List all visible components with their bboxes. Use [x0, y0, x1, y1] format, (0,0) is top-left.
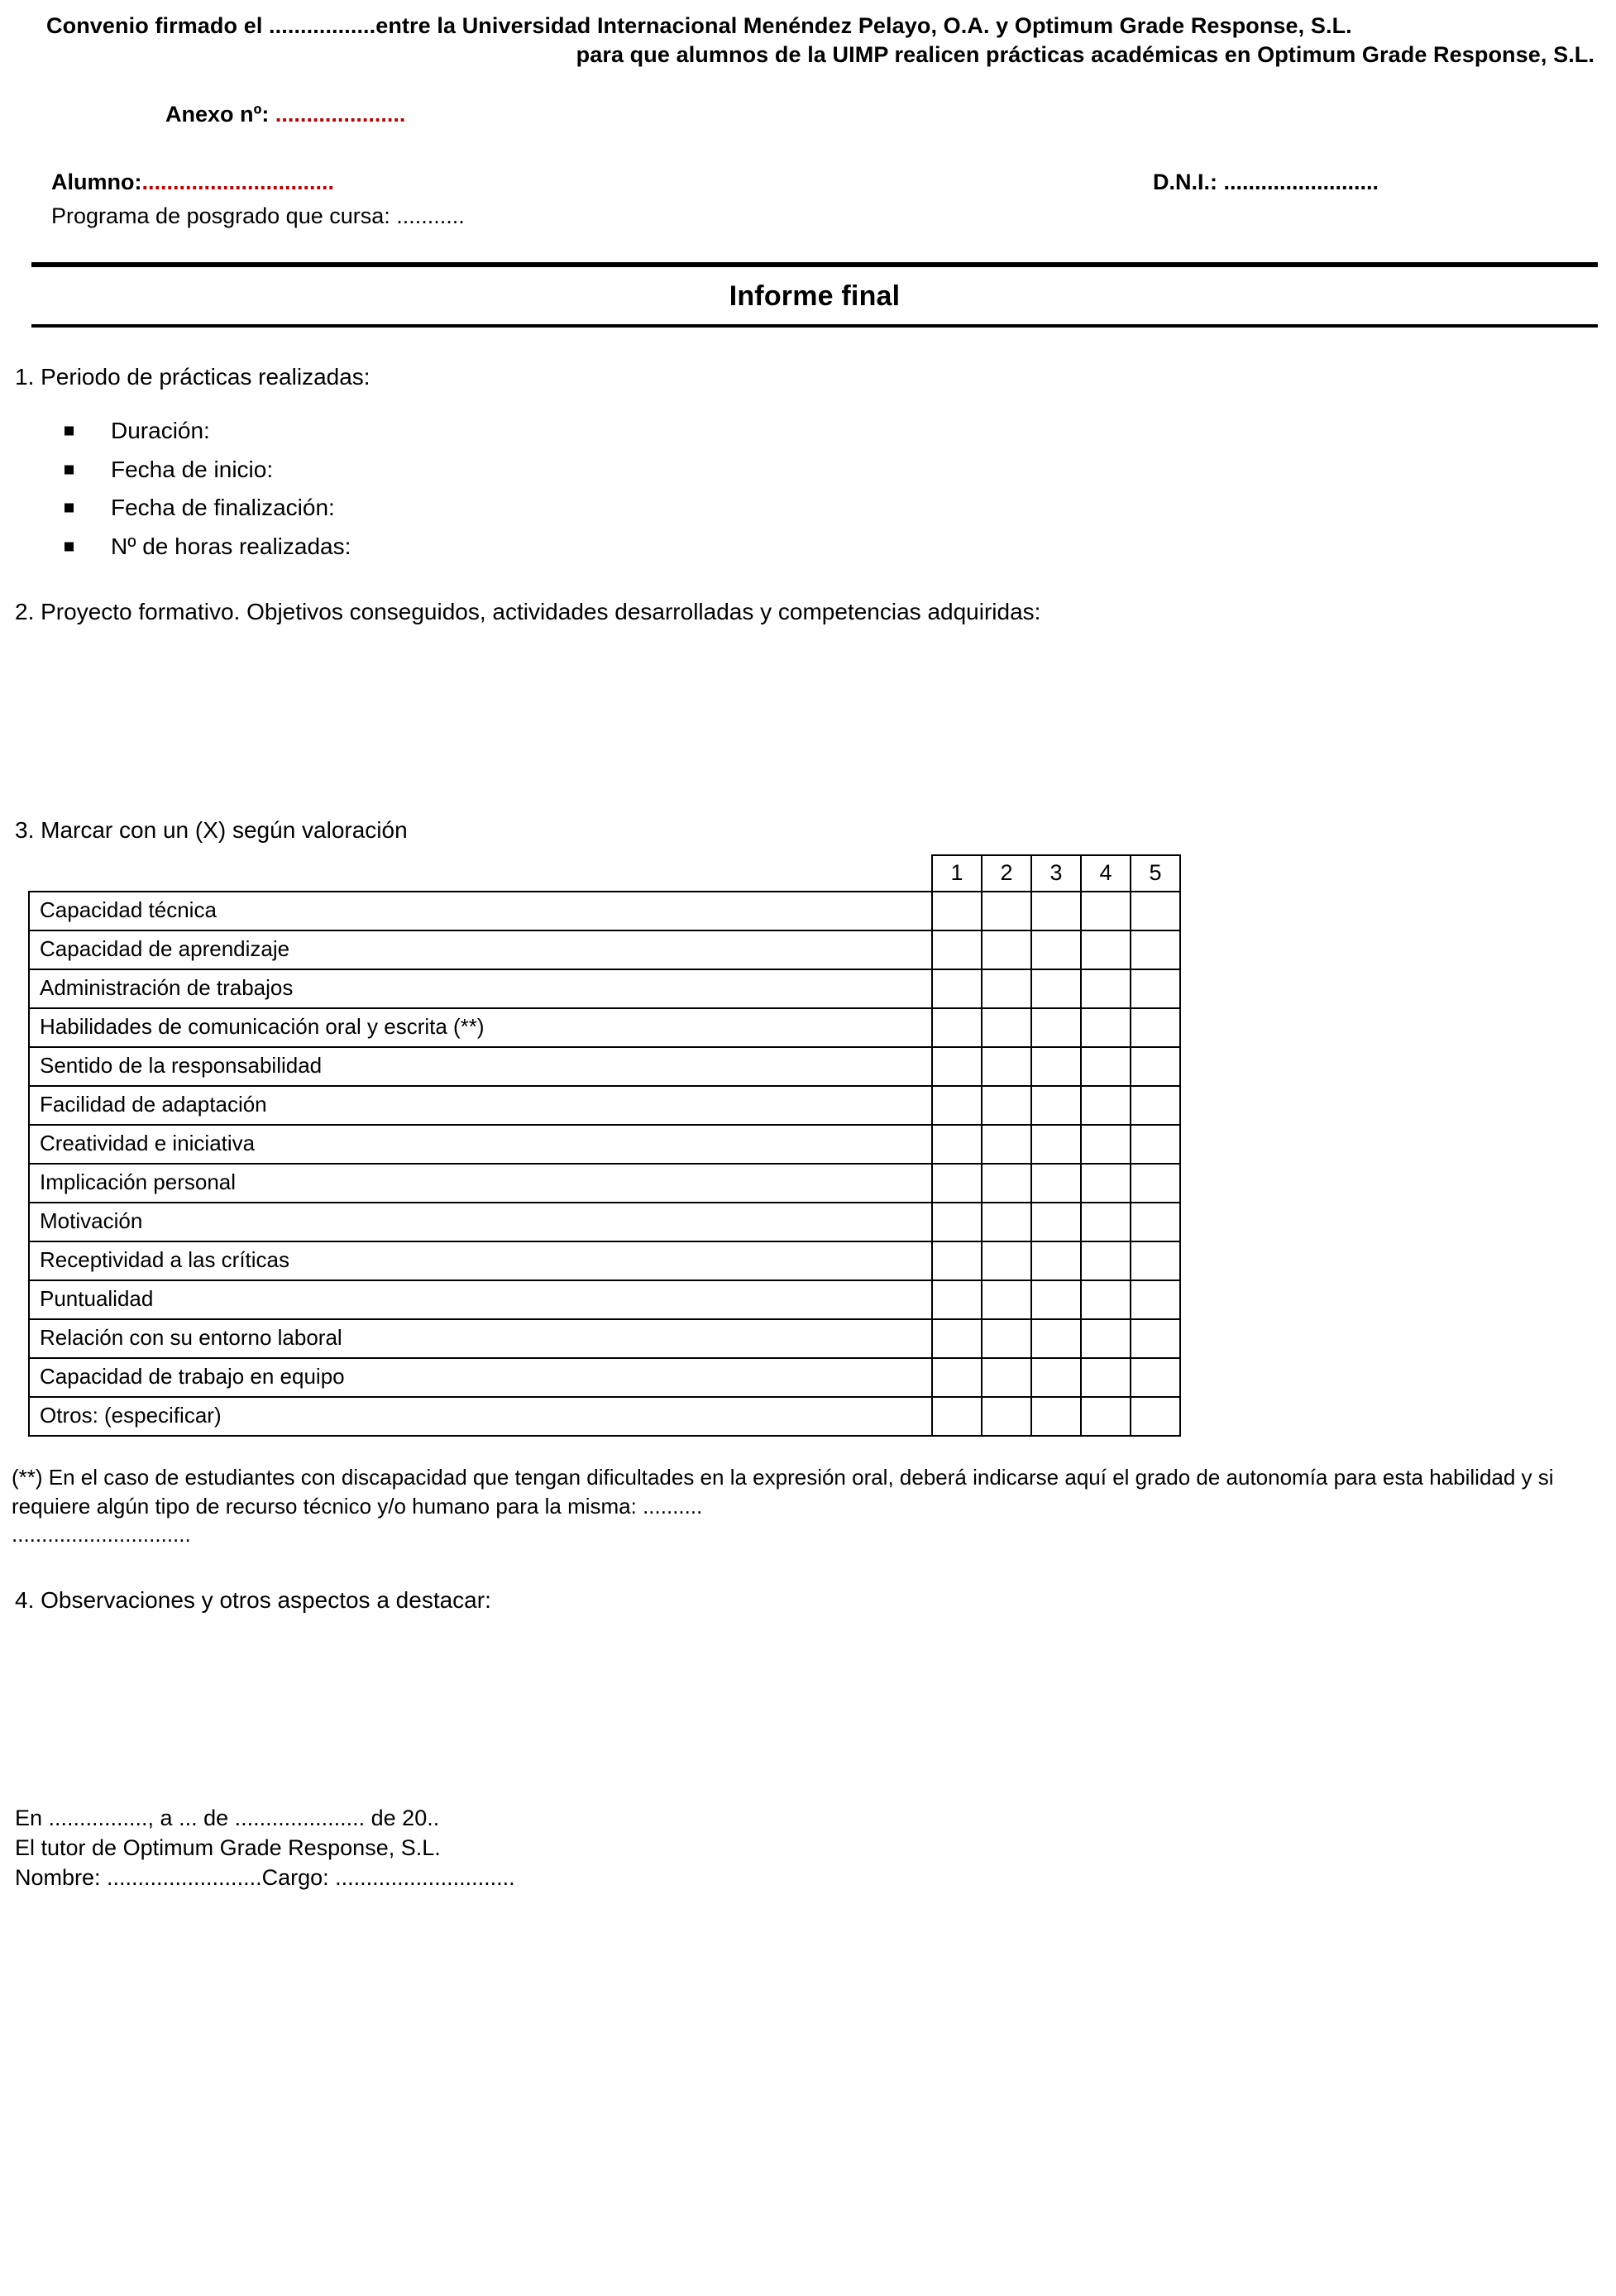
criteria-label: Implicación personal [29, 1164, 932, 1203]
criteria-label: Facilidad de adaptación [29, 1086, 932, 1125]
program-row [15, 202, 1601, 231]
program-field[interactable]: ........... [396, 203, 465, 228]
score-checkbox-1[interactable] [932, 1319, 982, 1358]
score-checkbox-5[interactable] [1131, 1203, 1180, 1241]
criteria-label: Administración de trabajos [29, 969, 932, 1008]
score-checkbox-1[interactable] [932, 1397, 982, 1436]
score-checkbox-5[interactable] [1131, 1397, 1180, 1436]
table-row [29, 1008, 1180, 1047]
practice-period-list [0, 412, 1616, 566]
score-checkbox-2[interactable] [982, 930, 1031, 969]
criteria-label: Creatividad e iniciativa [29, 1125, 932, 1164]
score-checkbox-1[interactable] [932, 1164, 982, 1203]
score-checkbox-3[interactable] [1031, 1397, 1081, 1436]
score-checkbox-3[interactable] [1031, 1203, 1081, 1241]
score-checkbox-1[interactable] [932, 1241, 982, 1280]
square-bullet-icon [65, 542, 74, 551]
score-checkbox-5[interactable] [1131, 1280, 1180, 1319]
list-item [65, 412, 1616, 450]
score-checkbox-4[interactable] [1081, 1203, 1131, 1241]
score-checkbox-2[interactable] [982, 1203, 1031, 1241]
student-name-field[interactable]: ............................... [141, 169, 335, 194]
agreement-line-1: Convenio firmado el .................entre la Universidad Internacional Menéndez Pelayo, O.A. y Optimum Grade Response, S.L. [46, 13, 1352, 38]
score-header-1: 1 [932, 855, 982, 892]
table-header-row [29, 855, 1180, 892]
list-item-label: Fecha de inicio: [111, 456, 274, 482]
rating-table-head [29, 855, 1180, 892]
table-row [29, 1164, 1180, 1203]
name-and-position-line[interactable]: Nombre: .........................Cargo: ............................. [15, 1865, 515, 1891]
score-checkbox-3[interactable] [1031, 1358, 1081, 1397]
score-checkbox-4[interactable] [1081, 892, 1131, 930]
page-title: Informe final [729, 280, 901, 312]
footnote-text: (**) En el caso de estudiantes con discapacidad que tengan dificultades en la expresión oral, deberá indicarse aquí el grado de autonomía para esta habilidad y si requiere algún tipo de recurso técnico y/o humano para la misma: .......... [12, 1464, 1554, 1519]
footnote-block [0, 1463, 1616, 1549]
score-checkbox-2[interactable] [982, 1164, 1031, 1203]
score-checkbox-1[interactable] [932, 1008, 982, 1047]
score-checkbox-4[interactable] [1081, 1086, 1131, 1125]
section-1-heading: 1. Periodo de prácticas realizadas: [15, 363, 371, 390]
score-checkbox-2[interactable] [982, 1358, 1031, 1397]
dni-field[interactable]: ......................... [1223, 169, 1379, 194]
score-checkbox-5[interactable] [1131, 1358, 1180, 1397]
score-checkbox-5[interactable] [1131, 1319, 1180, 1358]
score-checkbox-2[interactable] [982, 1397, 1031, 1436]
criteria-label: Capacidad de aprendizaje [29, 930, 932, 969]
score-checkbox-2[interactable] [982, 892, 1031, 930]
section-3-heading: 3. Marcar con un (X) según valoración [15, 817, 408, 844]
score-checkbox-5[interactable] [1131, 1008, 1180, 1047]
list-item-label: Duración: [111, 418, 210, 444]
score-checkbox-2[interactable] [982, 1125, 1031, 1164]
score-checkbox-3[interactable] [1031, 1319, 1081, 1358]
table-row [29, 1280, 1180, 1319]
title-band [31, 262, 1598, 328]
annex-number-field[interactable]: ..................... [275, 102, 406, 127]
score-checkbox-1[interactable] [932, 1358, 982, 1397]
tutor-line: El tutor de Optimum Grade Response, S.L. [15, 1835, 441, 1861]
footnote-tail-dots[interactable]: .............................. [12, 1522, 191, 1547]
criteria-label: Capacidad de trabajo en equipo [29, 1358, 932, 1397]
score-checkbox-4[interactable] [1081, 930, 1131, 969]
annex-number-label: Anexo nº: [165, 102, 270, 127]
list-item [65, 528, 1616, 566]
score-checkbox-3[interactable] [1031, 1164, 1081, 1203]
square-bullet-icon [65, 465, 74, 474]
table-row [29, 1319, 1180, 1358]
score-checkbox-5[interactable] [1131, 969, 1180, 1008]
score-checkbox-5[interactable] [1131, 1241, 1180, 1280]
score-checkbox-5[interactable] [1131, 930, 1180, 969]
signature-block [0, 1804, 1616, 1893]
score-header-4: 4 [1081, 855, 1131, 892]
score-checkbox-2[interactable] [982, 1280, 1031, 1319]
score-checkbox-2[interactable] [982, 1319, 1031, 1358]
score-checkbox-4[interactable] [1081, 1125, 1131, 1164]
score-checkbox-4[interactable] [1081, 1047, 1131, 1086]
table-row [29, 1203, 1180, 1241]
list-item-label: Fecha de finalización: [111, 495, 335, 521]
score-checkbox-1[interactable] [932, 1203, 982, 1241]
score-checkbox-5[interactable] [1131, 1086, 1180, 1125]
score-checkbox-2[interactable] [982, 1008, 1031, 1047]
score-checkbox-1[interactable] [932, 969, 982, 1008]
dni-row [1153, 169, 1379, 197]
score-checkbox-4[interactable] [1081, 1164, 1131, 1203]
rating-table-body [29, 892, 1180, 1436]
score-checkbox-3[interactable] [1031, 930, 1081, 969]
score-checkbox-2[interactable] [982, 1241, 1031, 1280]
score-checkbox-3[interactable] [1031, 969, 1081, 1008]
criteria-label: Sentido de la responsabilidad [29, 1047, 932, 1086]
list-item [65, 451, 1616, 489]
score-header-2: 2 [982, 855, 1031, 892]
criteria-label: Capacidad técnica [29, 892, 932, 930]
score-checkbox-2[interactable] [982, 969, 1031, 1008]
criteria-label: Habilidades de comunicación oral y escrita (**) [29, 1008, 932, 1047]
criteria-column-header [29, 855, 932, 892]
score-checkbox-3[interactable] [1031, 1086, 1081, 1125]
score-checkbox-4[interactable] [1081, 969, 1131, 1008]
list-item [65, 489, 1616, 527]
table-row [29, 1241, 1180, 1280]
score-checkbox-5[interactable] [1131, 892, 1180, 930]
document-header [0, 0, 1616, 231]
criteria-label: Receptividad a las críticas [29, 1241, 932, 1280]
score-checkbox-4[interactable] [1081, 1397, 1131, 1436]
score-checkbox-4[interactable] [1081, 1280, 1131, 1319]
criteria-label: Puntualidad [29, 1280, 932, 1319]
table-row [29, 1125, 1180, 1164]
section-4-heading: 4. Observaciones y otros aspectos a destacar: [15, 1587, 491, 1614]
criteria-label: Relación con su entorno laboral [29, 1319, 932, 1358]
dni-label: D.N.I.: [1153, 169, 1217, 194]
annex-number-row [15, 101, 1601, 129]
score-header-5: 5 [1131, 855, 1180, 892]
score-checkbox-1[interactable] [932, 892, 982, 930]
section-2-heading: 2. Proyecto formativo. Objetivos conseguidos, actividades desarrolladas y competencias adquiridas: [15, 599, 1041, 625]
score-checkbox-3[interactable] [1031, 1241, 1081, 1280]
score-checkbox-5[interactable] [1131, 1125, 1180, 1164]
table-row [29, 1358, 1180, 1397]
score-checkbox-4[interactable] [1081, 1358, 1131, 1397]
score-checkbox-1[interactable] [932, 1086, 982, 1125]
square-bullet-icon [65, 504, 74, 513]
program-label: Programa de posgrado que cursa: [51, 203, 390, 228]
score-checkbox-1[interactable] [932, 1280, 982, 1319]
place-and-date-line[interactable]: En ................, a ... de ..................... de 20.. [15, 1806, 440, 1831]
score-checkbox-3[interactable] [1031, 1280, 1081, 1319]
score-checkbox-3[interactable] [1031, 1008, 1081, 1047]
criteria-label: Motivación [29, 1203, 932, 1241]
square-bullet-icon [65, 427, 74, 436]
score-checkbox-4[interactable] [1081, 1008, 1131, 1047]
score-checkbox-1[interactable] [932, 930, 982, 969]
rating-table [28, 854, 1181, 1437]
score-checkbox-4[interactable] [1081, 1241, 1131, 1280]
score-checkbox-1[interactable] [932, 1047, 982, 1086]
score-checkbox-1[interactable] [932, 1125, 982, 1164]
score-checkbox-3[interactable] [1031, 1125, 1081, 1164]
table-row [29, 930, 1180, 969]
table-row [29, 969, 1180, 1008]
title-rule-bottom [31, 324, 1598, 328]
table-row [29, 1047, 1180, 1086]
rating-table-wrapper [0, 854, 1186, 1437]
score-checkbox-3[interactable] [1031, 892, 1081, 930]
score-checkbox-2[interactable] [982, 1086, 1031, 1125]
table-row [29, 892, 1180, 930]
score-header-3: 3 [1031, 855, 1081, 892]
list-item-label: Nº de horas realizadas: [111, 533, 351, 559]
student-row [15, 169, 1601, 197]
agreement-line-2: para que alumnos de la UIMP realicen prácticas académicas en Optimum Grade Response, S.L. [576, 42, 1594, 68]
score-checkbox-4[interactable] [1081, 1319, 1131, 1358]
score-checkbox-3[interactable] [1031, 1047, 1081, 1086]
student-label: Alumno: [51, 169, 142, 194]
table-row [29, 1086, 1180, 1125]
score-checkbox-5[interactable] [1131, 1164, 1180, 1203]
score-checkbox-2[interactable] [982, 1047, 1031, 1086]
table-row [29, 1397, 1180, 1436]
score-checkbox-5[interactable] [1131, 1047, 1180, 1086]
criteria-label: Otros: (especificar) [29, 1397, 932, 1436]
